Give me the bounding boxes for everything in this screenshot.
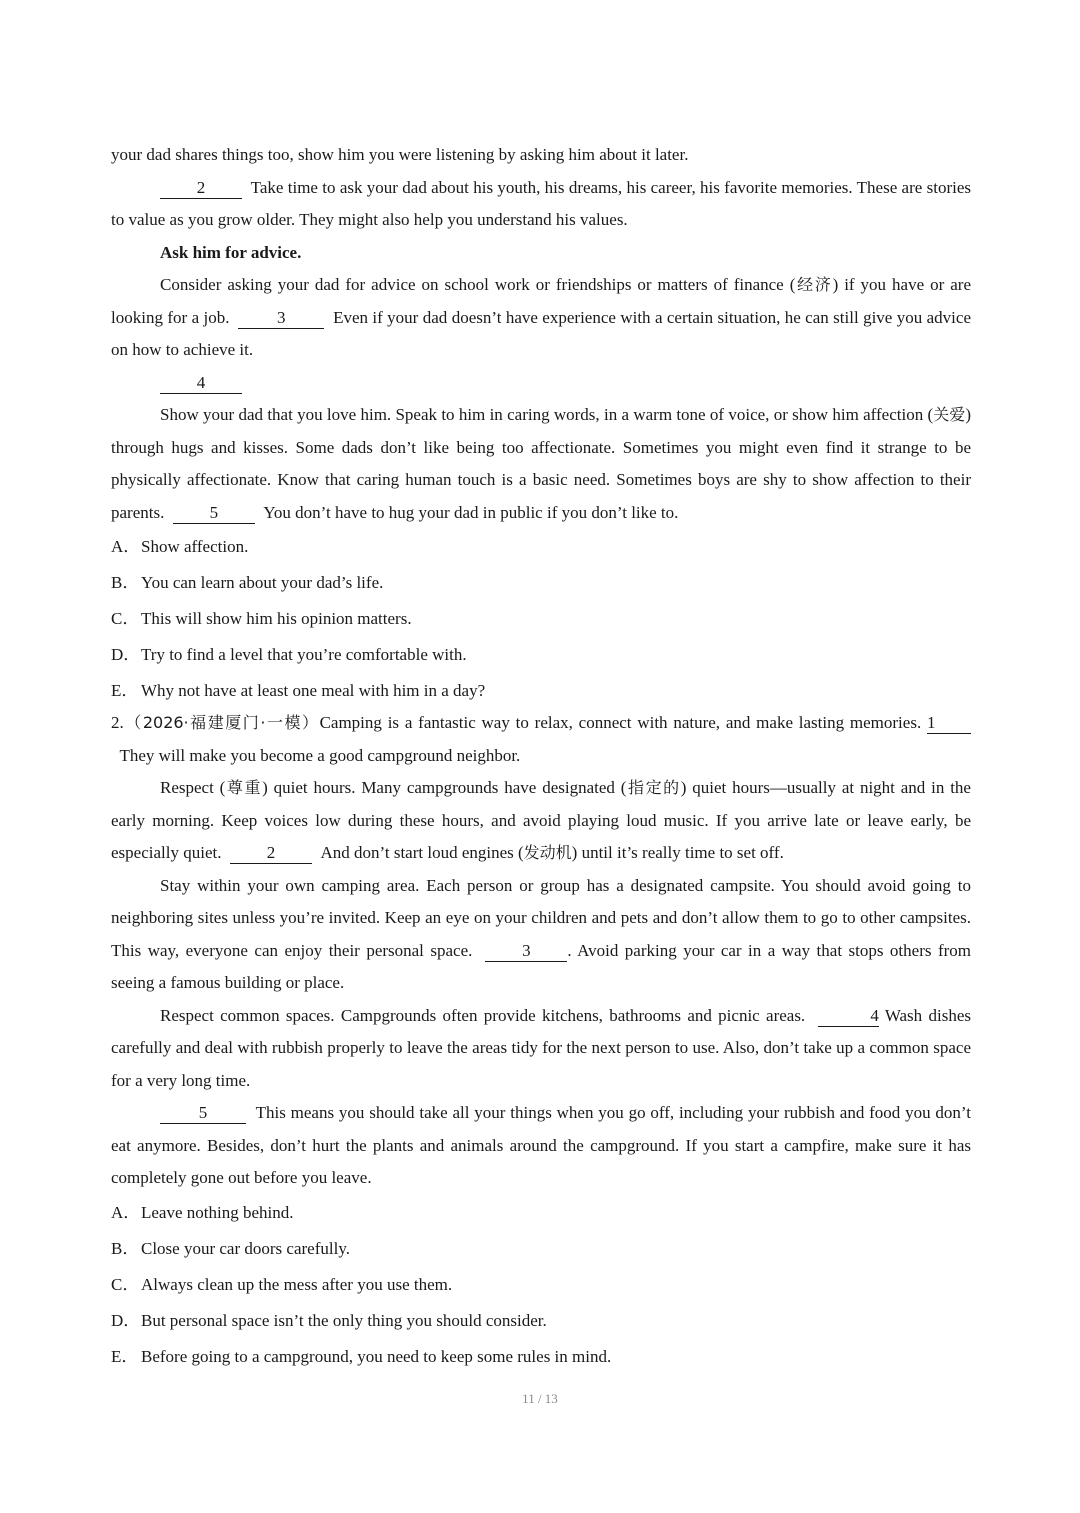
option-item: E． Before going to a campground, you need to keep some rules in mind. (111, 1346, 612, 1366)
question-source: （2026·福建厦门·一模） (123, 713, 320, 732)
question-number: 2. (111, 713, 124, 732)
section-heading: Ask him for advice. (160, 242, 302, 262)
option-item: C．This will show him his opinion matters. (111, 609, 412, 628)
q2-paragraph-quiet-hours: Respect (尊重) quiet hours. Many campgrounds have designated (指定的) quiet hours—usually at night and in the early morning. Keep voices low during these hours, and avoid playing loud music. If you arrive late or leave early, be especially quiet. 2 And don’t start loud engines (发动机) until it’s really time to set off. (111, 778, 971, 862)
answer-blank-2: 2 (160, 178, 242, 199)
page-content (111, 139, 971, 1375)
q1-paragraph-affection: Show your dad that you love him. Speak to him in caring words, in a warm tone of voice, or show him affection (关爱) through hugs and kisses. Some dads don’t like being too affectionate. Sometimes you might even find it strange to be physically affectionate. Know that caring human touch is a basic need. Sometimes boys are shy to show affection to their parents. 5 You don’t have to hug your dad in public if you don’t like to. (111, 405, 971, 522)
q1-options (111, 529, 971, 709)
q2-paragraph-camping-area: Stay within your own camping area. Each person or group has a designated campsite. You should avoid going to neighboring sites unless you’re invited. Keep an eye on your children and pets and don’t allow them to go to other campsites. This way, everyone can enjoy their personal space. 3 . Avoid parking your car in a way that stops others from seeing a famous building or place. (111, 875, 971, 992)
answer-blank-5: 5 (173, 503, 255, 524)
answer-blank-4: 4 (160, 373, 242, 394)
q1-paragraph-advice: Consider asking your dad for advice on school work or friendships or matters of finance (经济) if you have or are looking for a job. 3 Even if your dad doesn’t have experience with a certain situation, he can still give you advice on how to achieve it. (111, 275, 971, 359)
q2-paragraph-common-spaces: Respect common spaces. Campgrounds often provide kitchens, bathrooms and picnic areas. 4 Wash dishes carefully and deal with rubbish properly to leave the areas tidy for the next person to use. Also, don’t take up a common space for a very long time. (111, 1005, 971, 1090)
answer-blank-3: 3 (238, 308, 324, 329)
option-item: A．Show affection. (111, 537, 249, 556)
q2-options (111, 1195, 971, 1375)
option-item: C．Always clean up the mess after you use them. (111, 1274, 453, 1294)
option-item: E． Why not have at least one meal with him in a day? (111, 681, 486, 700)
answer-blank-2: 2 (230, 843, 312, 864)
answer-blank-5: 5 (160, 1103, 246, 1124)
q2-intro: 2.（2026·福建厦门·一模）Camping is a fantastic way to relax, connect with nature, and make lasting memories. 1 They will make you become a good campground neighbor. (111, 707, 971, 772)
page-number: 11 / 13 (522, 1391, 558, 1406)
q1-paragraph-heading-blank (111, 367, 971, 400)
answer-blank-4: 4 (818, 1006, 879, 1027)
option-item: D．But personal space isn’t the only thing you should consider. (111, 1310, 547, 1330)
option-item: A．Leave nothing behind. (111, 1202, 294, 1222)
answer-blank-3: 3 (485, 941, 567, 962)
q1-paragraph-youth: 2 Take time to ask your dad about his youth, his dreams, his career, his favorite memories. These are stories to value as you grow older. They might also help you understand his values. (111, 177, 972, 229)
answer-blank-1: 1 (927, 713, 971, 734)
q1-paragraph-continued: your dad shares things too, show him you were listening by asking him about it later. (111, 145, 689, 164)
q2-paragraph-leave: 5 This means you should take all your things when you go off, including your rubbish and food you don’t eat anymore. Besides, don’t hurt the plants and animals around the campground. If you start a campfire, make sure it has completely gone out before you leave. (111, 1103, 971, 1187)
option-item: B．Close your car doors carefully. (111, 1238, 350, 1258)
option-item: B．You can learn about your dad’s life. (111, 573, 384, 592)
option-item: D．Try to find a level that you’re comfortable with. (111, 645, 467, 664)
